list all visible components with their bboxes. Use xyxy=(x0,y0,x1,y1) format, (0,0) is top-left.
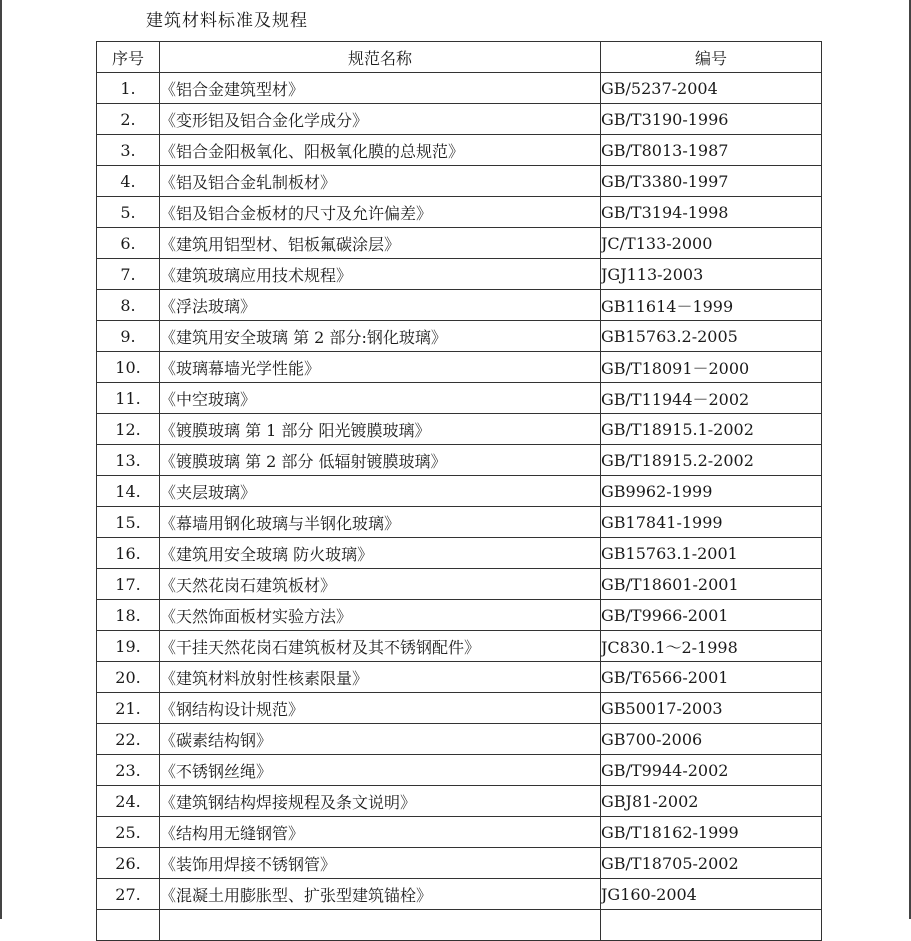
row-number: 18. xyxy=(97,600,160,631)
standard-code: GB/T3380-1997 xyxy=(601,166,822,197)
standard-code: GB/T9944-2002 xyxy=(601,755,822,786)
table-row xyxy=(97,662,822,693)
standard-code: GB/T18601-2001 xyxy=(601,569,822,600)
table-row xyxy=(97,290,822,321)
row-number: 8. xyxy=(97,290,160,321)
standard-code: GB17841-1999 xyxy=(601,507,822,538)
row-number: 26. xyxy=(97,848,160,879)
standard-code: GB/T6566-2001 xyxy=(601,662,822,693)
row-number: 1. xyxy=(97,73,160,104)
row-number: 11. xyxy=(97,383,160,414)
header-no: 序号 xyxy=(97,42,160,73)
table-row xyxy=(97,414,822,445)
standard-code: GB50017-2003 xyxy=(601,693,822,724)
standard-code: JGJ113-2003 xyxy=(601,259,822,290)
row-number: 4. xyxy=(97,166,160,197)
table-body xyxy=(97,73,822,941)
table-row xyxy=(97,631,822,662)
standard-code: GB/T3194-1998 xyxy=(601,197,822,228)
table-row-partial xyxy=(97,910,822,941)
standard-name: 《天然花岗石建筑板材》 xyxy=(160,569,601,600)
standard-code: GB/T18091－2000 xyxy=(601,352,822,383)
table-row xyxy=(97,538,822,569)
standard-name: 《钢结构设计规范》 xyxy=(160,693,601,724)
standard-name: 《铝合金阳极氧化、阳极氧化膜的总规范》 xyxy=(160,135,601,166)
table-row xyxy=(97,259,822,290)
standard-code: GB11614－1999 xyxy=(601,290,822,321)
standard-code: GB/T9966-2001 xyxy=(601,600,822,631)
standard-code: GB/T8013-1987 xyxy=(601,135,822,166)
standard-name: 《铝及铝合金轧制板材》 xyxy=(160,166,601,197)
row-number: 17. xyxy=(97,569,160,600)
table-row xyxy=(97,848,822,879)
standard-code: GB15763.2-2005 xyxy=(601,321,822,352)
standard-name: 《结构用无缝钢管》 xyxy=(160,817,601,848)
table-row xyxy=(97,352,822,383)
row-number: 15. xyxy=(97,507,160,538)
table-row xyxy=(97,166,822,197)
standard-name: 《建筑玻璃应用技术规程》 xyxy=(160,259,601,290)
page-border-left xyxy=(0,0,2,919)
standard-name: 《碳素结构钢》 xyxy=(160,724,601,755)
standard-code: GB9962-1999 xyxy=(601,476,822,507)
table-row xyxy=(97,724,822,755)
empty-cell xyxy=(97,910,160,941)
table-row xyxy=(97,135,822,166)
standard-name: 《中空玻璃》 xyxy=(160,383,601,414)
table-row xyxy=(97,569,822,600)
standard-name: 《天然饰面板材实验方法》 xyxy=(160,600,601,631)
standard-code: GB15763.1-2001 xyxy=(601,538,822,569)
row-number: 21. xyxy=(97,693,160,724)
row-number: 20. xyxy=(97,662,160,693)
table-row xyxy=(97,817,822,848)
document-title: 建筑材料标准及规程 xyxy=(146,11,308,31)
standard-name: 《铝及铝合金板材的尺寸及允许偏差》 xyxy=(160,197,601,228)
standard-code: GB700-2006 xyxy=(601,724,822,755)
standard-code: GB/5237-2004 xyxy=(601,73,822,104)
standard-name: 《镀膜玻璃 第 1 部分 阳光镀膜玻璃》 xyxy=(160,414,601,445)
table-row xyxy=(97,693,822,724)
table-header-row xyxy=(97,42,822,73)
row-number: 5. xyxy=(97,197,160,228)
standard-name: 《建筑钢结构焊接规程及条文说明》 xyxy=(160,786,601,817)
standard-name: 《建筑用安全玻璃 第 2 部分:钢化玻璃》 xyxy=(160,321,601,352)
table-row xyxy=(97,321,822,352)
row-number: 25. xyxy=(97,817,160,848)
standard-code: JC830.1～2-1998 xyxy=(601,631,822,662)
table-row xyxy=(97,476,822,507)
table-row xyxy=(97,445,822,476)
standard-code: GB/T18915.2-2002 xyxy=(601,445,822,476)
table-row xyxy=(97,197,822,228)
standard-name: 《装饰用焊接不锈钢管》 xyxy=(160,848,601,879)
row-number: 12. xyxy=(97,414,160,445)
table-row xyxy=(97,786,822,817)
standard-code: GBJ81-2002 xyxy=(601,786,822,817)
standard-code: GB/T11944－2002 xyxy=(601,383,822,414)
standard-code: GB/T18915.1-2002 xyxy=(601,414,822,445)
table-row xyxy=(97,104,822,135)
standard-name: 《混凝土用膨胀型、扩张型建筑锚栓》 xyxy=(160,879,601,910)
standard-code: GB/T18162-1999 xyxy=(601,817,822,848)
table-row xyxy=(97,73,822,104)
row-number: 6. xyxy=(97,228,160,259)
header-code: 编号 xyxy=(601,42,822,73)
standard-name: 《镀膜玻璃 第 2 部分 低辐射镀膜玻璃》 xyxy=(160,445,601,476)
standard-name: 《夹层玻璃》 xyxy=(160,476,601,507)
standard-name: 《干挂天然花岗石建筑板材及其不锈钢配件》 xyxy=(160,631,601,662)
table-row xyxy=(97,507,822,538)
standard-name: 《建筑用安全玻璃 防火玻璃》 xyxy=(160,538,601,569)
standard-code: GB/T18705-2002 xyxy=(601,848,822,879)
standard-name: 《浮法玻璃》 xyxy=(160,290,601,321)
standard-name: 《铝合金建筑型材》 xyxy=(160,73,601,104)
row-number: 13. xyxy=(97,445,160,476)
standard-name: 《幕墙用钢化玻璃与半钢化玻璃》 xyxy=(160,507,601,538)
standard-name: 《建筑材料放射性核素限量》 xyxy=(160,662,601,693)
row-number: 19. xyxy=(97,631,160,662)
row-number: 16. xyxy=(97,538,160,569)
empty-cell xyxy=(601,910,822,941)
row-number: 9. xyxy=(97,321,160,352)
row-number: 22. xyxy=(97,724,160,755)
row-number: 24. xyxy=(97,786,160,817)
table-row xyxy=(97,879,822,910)
standard-code: JC/T133-2000 xyxy=(601,228,822,259)
row-number: 14. xyxy=(97,476,160,507)
table-row xyxy=(97,600,822,631)
standard-name: 《不锈钢丝绳》 xyxy=(160,755,601,786)
standard-name: 《玻璃幕墙光学性能》 xyxy=(160,352,601,383)
row-number: 27. xyxy=(97,879,160,910)
row-number: 10. xyxy=(97,352,160,383)
row-number: 3. xyxy=(97,135,160,166)
table-row xyxy=(97,228,822,259)
table-row xyxy=(97,383,822,414)
standard-name: 《变形铝及铝合金化学成分》 xyxy=(160,104,601,135)
empty-cell xyxy=(160,910,601,941)
standards-table xyxy=(96,41,822,941)
table-row xyxy=(97,755,822,786)
row-number: 2. xyxy=(97,104,160,135)
standard-code: JG160-2004 xyxy=(601,879,822,910)
row-number: 7. xyxy=(97,259,160,290)
header-name: 规范名称 xyxy=(160,42,601,73)
standard-name: 《建筑用铝型材、铝板氟碳涂层》 xyxy=(160,228,601,259)
standard-code: GB/T3190-1996 xyxy=(601,104,822,135)
row-number: 23. xyxy=(97,755,160,786)
